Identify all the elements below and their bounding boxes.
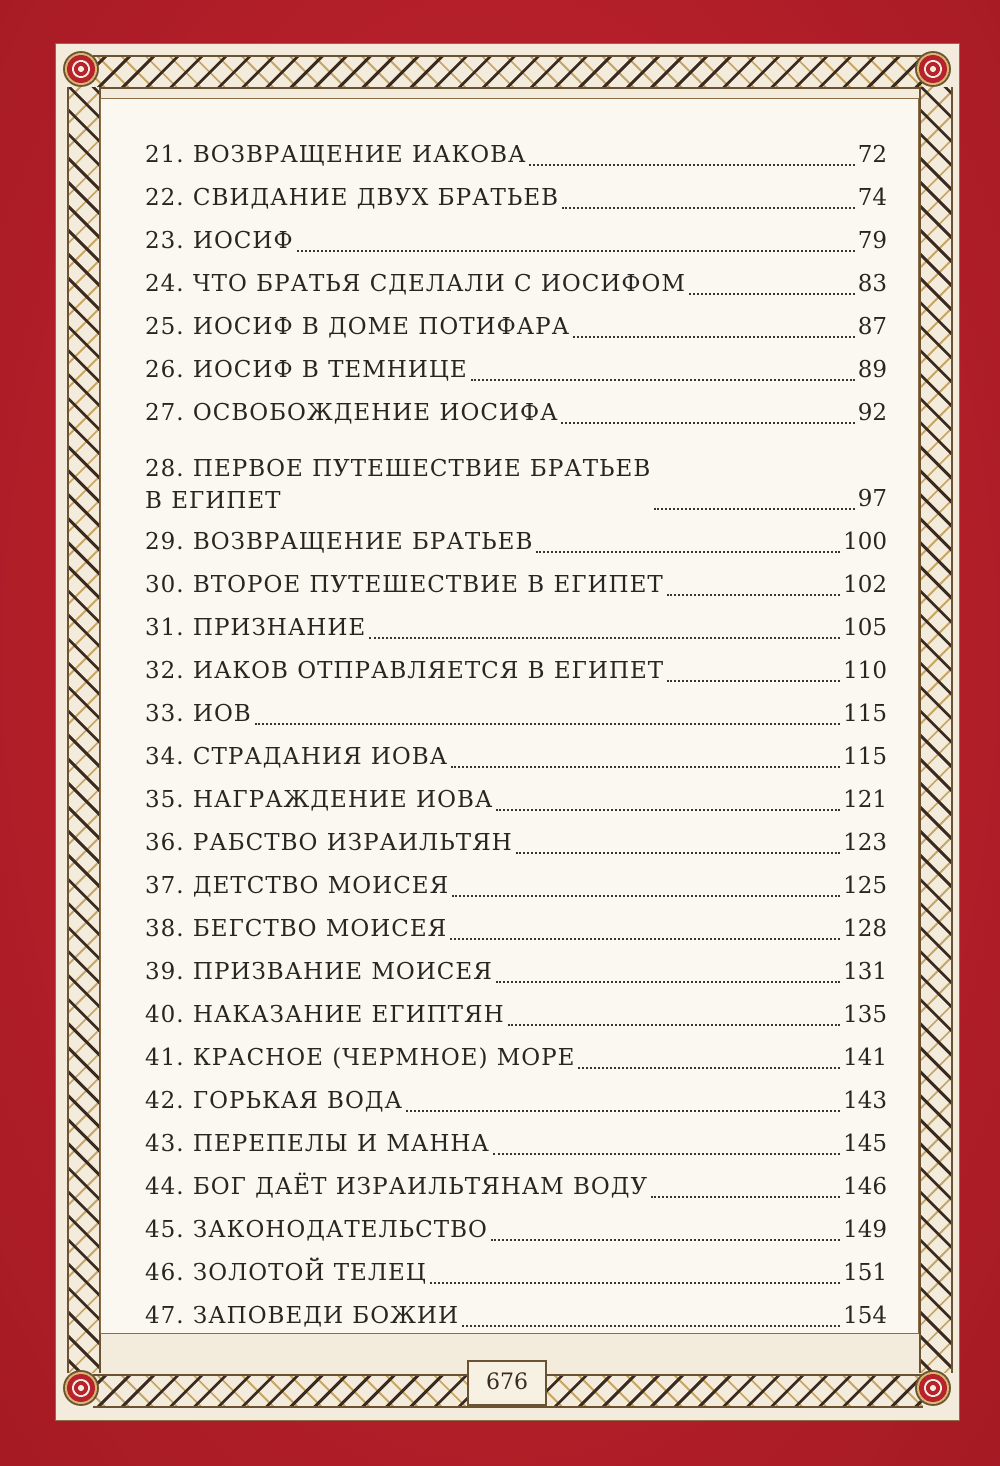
toc-leader-dots — [667, 594, 840, 596]
toc-leader-dots — [536, 551, 840, 553]
toc-entry — [145, 521, 887, 564]
toc-entry-title: 32. ИАКОВ ОТПРАВЛЯЕТСЯ В ЕГИПЕТ — [145, 658, 665, 684]
toc-leader-dots — [451, 766, 840, 768]
toc-entry-page: 100 — [843, 529, 887, 555]
toc-leader-dots — [430, 1282, 840, 1284]
toc-entry-page: 135 — [843, 1002, 887, 1028]
toc-entry-title: 38. БЕГСТВО МОИСЕЯ — [145, 916, 448, 942]
corner-rosette-icon — [63, 51, 99, 87]
toc-entry-title: 42. ГОРЬКАЯ ВОДА — [145, 1088, 403, 1114]
toc-entry — [145, 650, 887, 693]
toc-leader-dots — [578, 1067, 840, 1069]
frame-border-right — [919, 87, 953, 1373]
toc-leader-dots — [573, 336, 855, 338]
toc-entry — [145, 951, 887, 994]
toc-entry-title: 41. КРАСНОЕ (ЧЕРМНОЕ) МОРЕ — [145, 1045, 576, 1071]
toc-entry — [145, 607, 887, 650]
toc-entry-page: 149 — [843, 1217, 887, 1243]
corner-rosette-icon — [915, 1370, 951, 1406]
toc-leader-dots — [654, 508, 854, 510]
toc-entry — [145, 822, 887, 865]
toc-entry-page: 83 — [857, 271, 887, 297]
toc-leader-dots — [491, 1239, 840, 1241]
toc-entry-title: 44. БОГ ДАЁТ ИЗРАИЛЬТЯНАМ ВОДУ — [145, 1174, 649, 1200]
toc-entry — [145, 1123, 887, 1166]
toc-entry-page: 128 — [843, 916, 887, 942]
toc-leader-dots — [297, 250, 855, 252]
toc-entry-title: 46. ЗОЛОТОЙ ТЕЛЕЦ — [145, 1260, 427, 1286]
toc-entry-title: 33. ИОВ — [145, 701, 252, 727]
toc-leader-dots — [667, 680, 840, 682]
toc-entry — [145, 865, 887, 908]
toc-leader-dots — [369, 637, 840, 639]
frame-border-left — [67, 87, 101, 1373]
toc-entry — [145, 1252, 887, 1295]
toc-entry-title: 47. ЗАПОВЕДИ БОЖИИ — [145, 1303, 460, 1329]
toc-entry-page: 154 — [843, 1303, 887, 1329]
toc-entry-title: 21. ВОЗВРАЩЕНИЕ ИАКОВА — [145, 142, 527, 168]
corner-rosette-icon — [915, 51, 951, 87]
toc-entry — [145, 392, 887, 435]
toc-leader-dots — [689, 293, 855, 295]
toc-leader-dots — [450, 938, 840, 940]
toc-entry-page: 143 — [843, 1088, 887, 1114]
toc-entry-page: 89 — [857, 357, 887, 383]
toc-entry-page: 79 — [857, 228, 887, 254]
toc-entry-page: 102 — [843, 572, 887, 598]
toc-entry-page: 87 — [857, 314, 887, 340]
toc-entry-title: 24. ЧТО БРАТЬЯ СДЕЛАЛИ С ИОСИФОМ — [145, 271, 686, 297]
toc-entry-page: 145 — [843, 1131, 887, 1157]
toc-entry — [145, 779, 887, 822]
toc-entry-page: 74 — [857, 185, 887, 211]
toc-entry-title: 22. СВИДАНИЕ ДВУХ БРАТЬЕВ — [145, 185, 560, 211]
toc-leader-dots — [651, 1196, 840, 1198]
toc-entry-title: 37. ДЕТСТВО МОИСЕЯ — [145, 873, 450, 899]
toc-entry-title: 23. ИОСИФ — [145, 228, 294, 254]
toc-leader-dots — [471, 379, 855, 381]
toc-leader-dots — [496, 809, 840, 811]
toc-entry — [145, 306, 887, 349]
toc-entry-page: 110 — [843, 658, 887, 684]
toc-leader-dots — [561, 422, 854, 424]
toc-entry-page: 115 — [843, 701, 887, 727]
toc-entry — [145, 134, 887, 177]
toc-leader-dots — [516, 852, 840, 854]
toc-entry-page: 141 — [843, 1045, 887, 1071]
toc-entry — [145, 908, 887, 951]
toc-entry-title: 27. ОСВОБОЖДЕНИЕ ИОСИФА — [145, 400, 559, 426]
toc-entry-page: 125 — [843, 873, 887, 899]
toc-leader-dots — [462, 1325, 840, 1327]
toc-entry-page: 123 — [843, 830, 887, 856]
toc-entry-title: 40. НАКАЗАНИЕ ЕГИПТЯН — [145, 1002, 505, 1028]
toc-entry-title: 45. ЗАКОНОДАТЕЛЬСТВО — [145, 1217, 488, 1243]
toc-entry — [145, 177, 887, 220]
toc-entry — [145, 1166, 887, 1209]
toc-entry — [145, 1037, 887, 1080]
toc-entry — [145, 736, 887, 779]
toc-entry-page: 121 — [843, 787, 887, 813]
toc-entry — [145, 349, 887, 392]
toc-entry-page: 151 — [843, 1260, 887, 1286]
toc-entry-page: 115 — [843, 744, 887, 770]
frame-border-top — [93, 55, 923, 89]
toc-entry-title-line1: 28. ПЕРВОЕ ПУТЕШЕСТВИЕ БРАТЬЕВ — [145, 456, 652, 482]
toc-entry-title: 36. РАБСТВО ИЗРАИЛЬТЯН — [145, 830, 513, 856]
toc-entry-title: 35. НАГРАЖДЕНИЕ ИОВА — [145, 787, 494, 813]
page-number: 676 — [467, 1360, 547, 1406]
toc-entry-title: 34. СТРАДАНИЯ ИОВА — [145, 744, 449, 770]
toc-entry-title: 26. ИОСИФ В ТЕМНИЦЕ — [145, 357, 468, 383]
toc-entry — [145, 693, 887, 736]
toc-entry — [145, 1295, 887, 1338]
table-of-contents — [145, 134, 887, 1338]
toc-leader-dots — [255, 723, 840, 725]
toc-entry-page: 131 — [843, 959, 887, 985]
toc-entry — [145, 994, 887, 1037]
toc-entry-page: 146 — [843, 1174, 887, 1200]
toc-entry — [145, 1209, 887, 1252]
toc-entry-title — [145, 453, 651, 521]
toc-entry-title-line2: В ЕГИПЕТ — [145, 488, 282, 514]
toc-entry-title: 43. ПЕРЕПЕЛЫ И МАННА — [145, 1131, 490, 1157]
toc-entry-page: 92 — [857, 400, 887, 426]
toc-leader-dots — [406, 1110, 840, 1112]
toc-entry-title: 31. ПРИЗНАНИЕ — [145, 615, 367, 641]
toc-entry — [145, 1080, 887, 1123]
toc-leader-dots — [562, 207, 855, 209]
toc-entry-page: 105 — [843, 615, 887, 641]
toc-leader-dots — [493, 1153, 840, 1155]
toc-entry-title: 29. ВОЗВРАЩЕНИЕ БРАТЬЕВ — [145, 529, 534, 555]
toc-entry — [145, 220, 887, 263]
toc-entry-title: 39. ПРИЗВАНИЕ МОИСЕЯ — [145, 959, 493, 985]
toc-leader-dots — [508, 1024, 840, 1026]
toc-entry-title: 25. ИОСИФ В ДОМЕ ПОТИФАРА — [145, 314, 570, 340]
toc-entry-title: 30. ВТОРОЕ ПУТЕШЕСТВИЕ В ЕГИПЕТ — [145, 572, 664, 598]
toc-leader-dots — [496, 981, 840, 983]
toc-entry — [145, 564, 887, 607]
corner-rosette-icon — [63, 1370, 99, 1406]
toc-entry-page: 97 — [857, 486, 887, 512]
toc-leader-dots — [529, 164, 854, 166]
toc-entry — [145, 435, 887, 521]
toc-entry-page: 72 — [857, 142, 887, 168]
toc-leader-dots — [452, 895, 840, 897]
toc-entry — [145, 263, 887, 306]
